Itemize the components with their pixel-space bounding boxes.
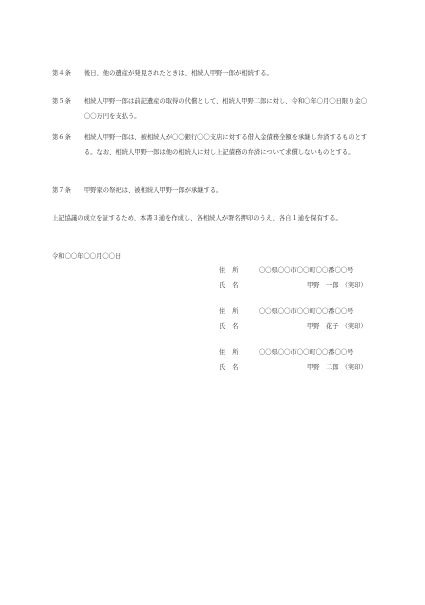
address-row [219, 304, 379, 319]
signature-block-2 [219, 304, 379, 334]
name-row [219, 278, 379, 293]
article-number: 第５条 [52, 98, 71, 105]
address-value: 〇〇県〇〇市〇〇町〇〇番〇〇号 [259, 349, 354, 356]
article-text: 相続人甲野一郎は、被相続人が〇〇銀行〇〇支店に対する借入金債務全額を承継し弁済するものとする。なお、相続人甲野一郎は他の相続人に対し上記債務の弁済について求償しないものとする。 [83, 134, 368, 156]
name-row [219, 360, 379, 375]
article-4 [52, 66, 370, 81]
article-6 [52, 130, 370, 160]
address-label: 住所 [219, 267, 246, 274]
name-value: 甲野 二郎 （実印） [307, 364, 367, 371]
signature-block-1 [219, 263, 379, 293]
article-5 [52, 94, 370, 124]
article-number: 第６条 [52, 134, 71, 141]
article-number: 第４条 [52, 70, 71, 77]
address-value: 〇〇県〇〇市〇〇町〇〇番〇〇号 [259, 308, 354, 315]
name-label: 氏名 [219, 282, 246, 289]
name-label: 氏名 [219, 323, 246, 330]
address-label: 住所 [219, 349, 246, 356]
document-date: 令和〇〇年〇〇月〇〇日 [52, 253, 122, 260]
address-row [219, 345, 379, 360]
name-row [219, 319, 379, 334]
article-7 [52, 183, 370, 198]
name-label: 氏名 [219, 364, 246, 371]
address-value: 〇〇県〇〇市〇〇町〇〇番〇〇号 [259, 267, 354, 274]
address-label: 住所 [219, 308, 246, 315]
article-text: 甲野家の祭祀は、被相続人甲野一郎が承継する。 [83, 187, 223, 194]
article-text: 後日、他の遺産が発見されたときは、相続人甲野一郎が相続する。 [83, 70, 273, 77]
name-value: 甲野 花子 （実印） [307, 323, 367, 330]
signature-block-3 [219, 345, 379, 375]
article-number: 第７条 [52, 187, 71, 194]
address-row [219, 263, 379, 278]
closing-statement: 上記協議の成立を証するため、本書３通を作成し、各相続人が署名押印のうえ、各自１通を保有する。 [52, 215, 342, 222]
article-text: 相続人甲野一郎は前記遺産の取得の代償として、相続人甲野二郎に対し、令和〇年〇月〇日限り金〇〇〇万円を支払う。 [83, 98, 368, 120]
name-value: 甲野 一郎 （実印） [307, 282, 367, 289]
